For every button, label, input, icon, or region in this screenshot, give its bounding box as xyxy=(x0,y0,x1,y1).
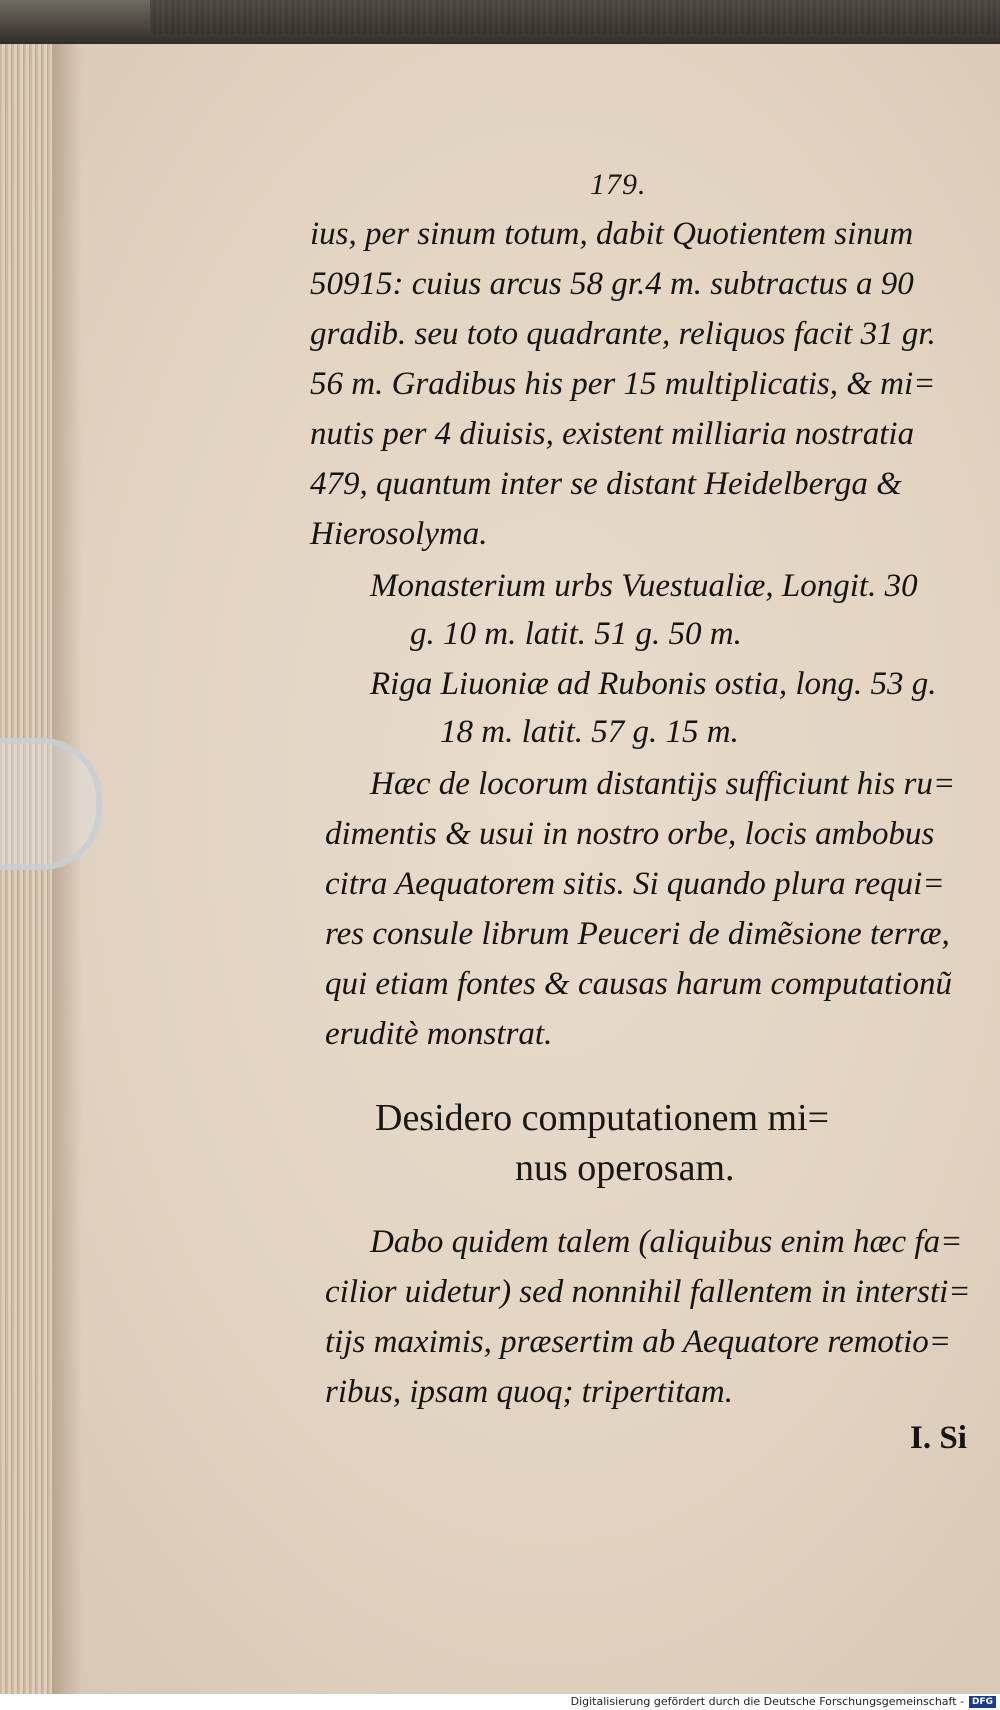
section-heading: nus operosam. xyxy=(515,1147,735,1189)
text-line: citra Aequatorem sitis. Si quando plura requi= xyxy=(325,866,945,902)
text-line: ribus, ipsam quoq; tripertitam. xyxy=(325,1374,733,1410)
catchword: I. Si xyxy=(910,1420,967,1456)
text-line: cilior uidetur) sed nonnihil fallentem in intersti= xyxy=(325,1274,971,1310)
text-line: Dabo quidem talem (aliquibus enim hæc fa= xyxy=(370,1224,963,1260)
text-line: Hæc de locorum distantijs sufficiunt his ru= xyxy=(370,766,956,802)
text-line: nutis per 4 diuisis, existent milliaria nostratia xyxy=(310,416,915,452)
text-line: g. 10 m. latit. 51 g. 50 m. xyxy=(410,616,742,652)
text-line: Monasterium urbs Vuestualiæ, Longit. 30 xyxy=(370,568,918,604)
text-line: 479, quantum inter se distant Heidelberga & xyxy=(310,466,902,502)
text-line: dimentis & usui in nostro orbe, locis ambobus xyxy=(325,816,935,852)
text-line: Hierosolyma. xyxy=(310,516,488,552)
dfg-logo: DFG xyxy=(969,1696,996,1708)
gutter-shadow xyxy=(52,44,82,1694)
book-cover-top xyxy=(0,0,1000,46)
footer-credit: Digitalisierung gefördert durch die Deutsche Forschungsgemeinschaft - xyxy=(570,1695,964,1708)
text-line: ius, per sinum totum, dabit Quotientem sinum xyxy=(310,216,914,252)
text-line: 50915: cuius arcus 58 gr.4 m. subtractus a 90 xyxy=(310,266,914,302)
text-line: 18 m. latit. 57 g. 15 m. xyxy=(440,714,739,750)
text-line: qui etiam fontes & causas harum computationũ xyxy=(325,966,952,1002)
text-line: eruditè monstrat. xyxy=(325,1016,553,1052)
text-line: Riga Liuoniæ ad Rubonis ostia, long. 53 g. xyxy=(370,666,937,702)
cover-cloth xyxy=(150,0,1000,34)
section-heading: Desidero computationem mi= xyxy=(375,1097,830,1139)
text-line: res consule librum Peuceri de dimẽsione terræ, xyxy=(325,916,950,952)
text-line: tijs maximis, præsertim ab Aequatore remotio= xyxy=(325,1324,952,1360)
page-number: 179. xyxy=(590,168,647,201)
text-line: 56 m. Gradibus his per 15 multiplicatis, & mi= xyxy=(310,366,936,402)
text-line: gradib. seu toto quadrante, reliquos facit 31 gr. xyxy=(310,316,936,352)
